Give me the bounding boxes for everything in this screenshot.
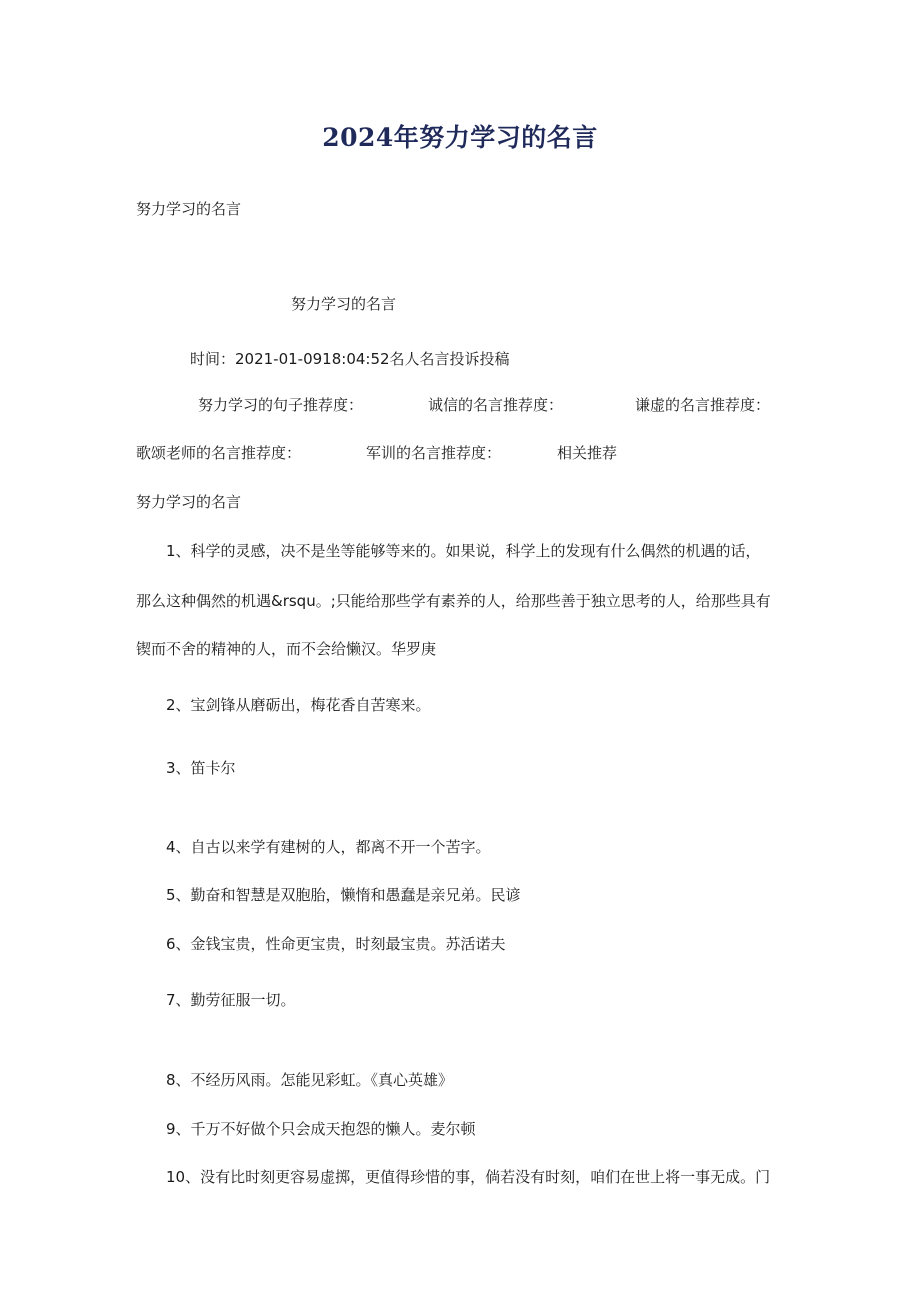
recommendation-item[interactable]: 谦虚的名言推荐度： [635, 396, 771, 414]
quote-8: 8、不经历风雨。怎能见彩虹。《真心英雄》 [166, 1071, 454, 1089]
recommendation-item[interactable]: 军训的名言推荐度： [366, 444, 502, 462]
quote-4: 4、自古以来学有建树的人，都离不开一个苦字。 [166, 838, 491, 856]
quote-1-line-1: 1、科学的灵感，决不是坐等能够等来的。如果说，科学上的发现有什么偶然的机遇的话， [166, 542, 761, 560]
quote-9: 9、千万不好做个只会成天抱怨的懒人。麦尔顿 [166, 1120, 476, 1138]
quote-5: 5、勤奋和智慧是双胞胎，懒惰和愚蠢是亲兄弟。民谚 [166, 886, 521, 904]
section-heading: 努力学习的名言 [136, 493, 242, 511]
recommendation-item[interactable]: 相关推荐 [557, 444, 618, 462]
meta-line: 时间：2021-01-0918:04:52名人名言投诉投稿 [190, 350, 510, 368]
quote-7: 7、勤劳征服一切。 [166, 991, 296, 1009]
heading-1: 努力学习的名言 [136, 200, 242, 218]
quote-2: 2、宝剑锋从磨砺出，梅花香自苦寒来。 [166, 696, 431, 714]
quote-3: 3、笛卡尔 [166, 759, 236, 777]
recommendation-item[interactable]: 歌颂老师的名言推荐度： [136, 444, 302, 462]
heading-2: 努力学习的名言 [291, 295, 397, 313]
recommendation-item[interactable]: 诚信的名言推荐度： [428, 396, 564, 414]
page-title: 2024年努力学习的名言 [322, 123, 598, 152]
recommendation-item[interactable]: 努力学习的句子推荐度： [198, 396, 364, 414]
quote-10-line-1: 10、没有比时刻更容易虚掷，更值得珍惜的事，倘若没有时刻，咱们在世上将一事无成。门 [166, 1168, 771, 1186]
quote-1-line-2: 那么这种偶然的机遇&rsqu。;只能给那些学有素养的人，给那些善于独立思考的人，给那些具有 [136, 592, 771, 610]
quote-1-line-3: 锲而不舍的精神的人，而不会给懒汉。华罗庚 [136, 640, 437, 658]
quote-6: 6、金钱宝贵，性命更宝贵，时刻最宝贵。苏活诺夫 [166, 935, 506, 953]
